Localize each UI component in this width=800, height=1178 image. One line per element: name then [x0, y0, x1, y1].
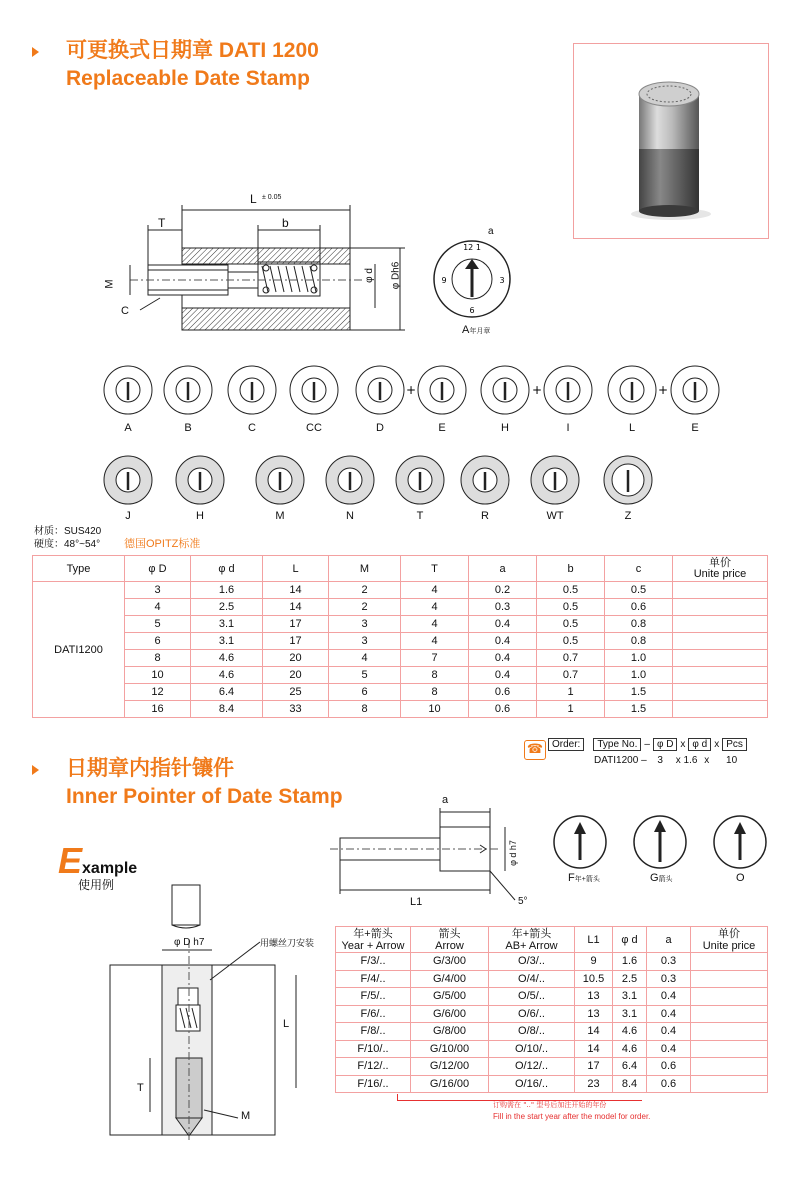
svg-text:9: 9 [441, 276, 447, 285]
svg-text:6: 6 [469, 306, 475, 315]
col-header: Type [33, 556, 125, 582]
table-cell: 3.1 [613, 1005, 647, 1023]
svg-text:12 1: 12 1 [463, 243, 481, 252]
price-cell [691, 1005, 768, 1023]
dial-label: R [481, 510, 489, 522]
dial-label: E [691, 422, 699, 434]
dial-label: E [438, 422, 446, 434]
table-cell: 0.8 [605, 616, 673, 633]
date-stamp-photo-icon [574, 44, 768, 238]
order-phone-icon: ☎ [524, 740, 546, 760]
order-ex-D: 3 [657, 755, 663, 766]
table-cell: 0.4 [647, 1040, 691, 1058]
table-cell: 12 [125, 684, 191, 701]
table-cell: 0.6 [647, 1075, 691, 1093]
table-cell: 1.6 [191, 582, 263, 599]
price-cell [691, 1075, 768, 1093]
table-cell: G/16/00 [411, 1075, 489, 1093]
price-cn: 单价 [709, 556, 731, 569]
table-cell: 20 [263, 667, 329, 684]
table-cell: 0.7 [537, 650, 605, 667]
col-header: φ d [191, 556, 263, 582]
dial-label: L [628, 422, 636, 434]
table-row [33, 633, 768, 650]
col-header [691, 927, 768, 953]
table-row [336, 1040, 768, 1058]
svg-text:3: 3 [499, 276, 505, 285]
section2-title-cn: 日期章内指针镶件 [66, 757, 234, 780]
table-cell: 5 [329, 667, 401, 684]
table-cell: 14 [263, 599, 329, 616]
col-header: φ D [125, 556, 191, 582]
table-cell: 3 [329, 633, 401, 650]
price-cell [673, 667, 768, 684]
price-cell [691, 1058, 768, 1076]
dial-label: CC [306, 422, 322, 434]
table-cell: 8 [401, 667, 469, 684]
order-ex-d: 1.6 [683, 755, 698, 766]
dial-label: J [125, 510, 131, 522]
table-cell: 3.1 [613, 988, 647, 1006]
dim2-angle: 5° [518, 896, 528, 907]
table-cell: F/4/.. [336, 970, 411, 988]
price-cell [691, 988, 768, 1006]
example-assembly-drawing [100, 880, 340, 1150]
dial-label: I [566, 422, 570, 434]
dial-label: H [501, 422, 509, 434]
col-header [411, 927, 489, 953]
dim-C: C [121, 305, 129, 317]
col-header-cn: 箭头 [438, 927, 461, 940]
table-cell: 0.2 [469, 582, 537, 599]
table-cell: 3.1 [191, 616, 263, 633]
table-cell: 5 [125, 616, 191, 633]
table-cell: 4 [125, 599, 191, 616]
table-cell: O/5/.. [489, 988, 575, 1006]
material-text: 材质：SUS420 [34, 526, 102, 537]
table-cell: 23 [575, 1075, 613, 1093]
dim2-d: φ d h7 [507, 840, 518, 866]
table-cell: 1.0 [605, 650, 673, 667]
example-dim-L: L [283, 1018, 290, 1030]
order-pcs: Pcs [722, 738, 747, 751]
order-x: x [675, 755, 681, 766]
table-cell: 0.4 [647, 988, 691, 1006]
table-cell: 1.0 [605, 667, 673, 684]
dim2-L1: L1 [410, 896, 423, 908]
table-row [336, 970, 768, 988]
table-cell: O/16/.. [489, 1075, 575, 1093]
table-cell: 6.4 [191, 684, 263, 701]
table-cell: O/4/.. [489, 970, 575, 988]
table-cell: 4 [401, 616, 469, 633]
table-cell: 1.5 [605, 701, 673, 718]
order-type-no: Type No. [593, 738, 641, 751]
table-cell: G/5/00 [411, 988, 489, 1006]
table-cell: O/12/.. [489, 1058, 575, 1076]
dial-row-2 [100, 452, 660, 512]
table-row [336, 1023, 768, 1041]
table-cell: 2 [329, 582, 401, 599]
col-header-cn: 单价 [718, 927, 740, 940]
table-row [33, 599, 768, 616]
table-cell: 1.5 [605, 684, 673, 701]
table-cell: 14 [263, 582, 329, 599]
pointer-faces [550, 812, 775, 872]
order-x: x [714, 739, 720, 750]
table-row [336, 1005, 768, 1023]
table-cell: 16 [125, 701, 191, 718]
face-A-label [462, 324, 490, 336]
price-cell [691, 1040, 768, 1058]
table-cell: 8.4 [613, 1075, 647, 1093]
face-G-letter: G [650, 872, 659, 884]
spec-table-2 [335, 926, 768, 1093]
col-header-en: Unite price [702, 939, 756, 952]
price-en: Unite price [693, 567, 747, 580]
face-O-label: O [736, 872, 745, 884]
table-row [33, 667, 768, 684]
table-cell: 0.4 [469, 616, 537, 633]
dim2-a: a [442, 794, 449, 806]
table-cell: O/6/.. [489, 1005, 575, 1023]
col-header: a [469, 556, 537, 582]
origin-standard: 德国OPITZ标准 [124, 538, 201, 550]
face-F-letter: F [568, 872, 575, 884]
table-cell: 0.7 [537, 667, 605, 684]
col-header: a [647, 927, 691, 953]
table-cell: 14 [575, 1040, 613, 1058]
col-header-en: Year + Arrow [341, 939, 405, 952]
col-header: L [263, 556, 329, 582]
order-dash: – [641, 755, 647, 766]
order-x: x [680, 739, 686, 750]
table-cell: 17 [263, 616, 329, 633]
table-cell: 4.6 [613, 1023, 647, 1041]
stamp-cross-section-drawing [100, 180, 430, 350]
order-example [594, 755, 737, 766]
table-cell: 2 [329, 599, 401, 616]
col-header-cn: 年+箭头 [511, 927, 552, 940]
table-cell: 10 [125, 667, 191, 684]
table-cell: 0.6 [469, 684, 537, 701]
table-cell: 10.5 [575, 970, 613, 988]
table-cell: 0.8 [605, 633, 673, 650]
table-cell: 3 [329, 616, 401, 633]
dial-label: M [275, 510, 285, 522]
col-header-cn: 年+箭头 [353, 927, 393, 940]
section1-title-en: Replaceable Date Stamp [66, 67, 310, 90]
table-cell: 3.1 [191, 633, 263, 650]
price-cell [673, 650, 768, 667]
table-cell: G/3/00 [411, 953, 489, 971]
table-row [33, 650, 768, 667]
dim-L-tolerance: ± 0.05 [262, 194, 282, 201]
face-A-letter: A [462, 324, 470, 336]
table-cell: O/10/.. [489, 1040, 575, 1058]
price-cell [673, 616, 768, 633]
table-cell: 8.4 [191, 701, 263, 718]
table-cell: 4 [401, 582, 469, 599]
table-cell: 0.3 [647, 953, 691, 971]
table-cell: 20 [263, 650, 329, 667]
product-photo [573, 43, 769, 239]
table-cell: 14 [575, 1023, 613, 1041]
col-header: T [401, 556, 469, 582]
dim-b: b [282, 216, 289, 230]
hardness-text: 硬度：48°~54° [34, 539, 101, 550]
section1-title-cn: 可更换式日期章 DATI 1200 [66, 39, 319, 62]
dim-small-d: φ d [363, 268, 375, 283]
col-header: M [329, 556, 401, 582]
table-cell: 0.4 [469, 633, 537, 650]
section-bullet-icon [32, 47, 39, 57]
table-cell: F/5/.. [336, 988, 411, 1006]
table-cell: 4.6 [191, 650, 263, 667]
table-cell: 0.5 [537, 582, 605, 599]
section2-title-en: Inner Pointer of Date Stamp [66, 785, 343, 808]
face-F-cn: 年+箭头 [574, 876, 600, 883]
order-format [548, 738, 747, 751]
col-header [489, 927, 575, 953]
table-cell: 4.6 [613, 1040, 647, 1058]
order-label: Order: [548, 738, 584, 751]
price-cell [691, 953, 768, 971]
col-header-en: AB+ Arrow [505, 939, 558, 952]
price-cell [673, 684, 768, 701]
table-cell: 0.3 [469, 599, 537, 616]
order-ex-pcs: 10 [726, 755, 738, 766]
table-cell: 0.5 [605, 582, 673, 599]
table-cell: 13 [575, 988, 613, 1006]
table-cell: F/8/.. [336, 1023, 411, 1041]
svg-text:+: + [531, 383, 543, 397]
table-cell: 4 [401, 633, 469, 650]
order-ex-type: DATI1200 [594, 755, 639, 766]
example-rest: xample [82, 860, 138, 877]
table-row [336, 988, 768, 1006]
table-cell: G/10/00 [411, 1040, 489, 1058]
order-d: φ d [688, 738, 711, 751]
example-E: E [58, 840, 83, 881]
table-cell: 6 [125, 633, 191, 650]
svg-text:+: + [405, 383, 417, 397]
table-cell: 9 [575, 953, 613, 971]
dial-row-2-icons [100, 452, 660, 512]
price-cell [691, 1023, 768, 1041]
col-header [336, 927, 411, 953]
table-cell: 2.5 [613, 970, 647, 988]
order-x: x [704, 755, 710, 766]
table-cell: 4.6 [191, 667, 263, 684]
table-cell: 8 [125, 650, 191, 667]
table-cell: 3 [125, 582, 191, 599]
order-dash: – [644, 739, 650, 750]
spec-table-1 [32, 555, 768, 718]
dial-label: WT [546, 510, 564, 522]
material-info [34, 525, 101, 551]
dial-label: T [416, 510, 424, 522]
example-cn: 使用例 [78, 878, 115, 892]
table-row [336, 1075, 768, 1093]
dim-M: M [103, 279, 116, 289]
dial-label: Z [624, 510, 632, 522]
order-note-cn: 订购需在 ".." 型号后加注开始的年份 [493, 1101, 607, 1109]
type-cell: DATI1200 [33, 582, 125, 718]
table-cell: 17 [263, 633, 329, 650]
price-cell [673, 599, 768, 616]
order-note-en: Fill in the start year after the model for order. [493, 1112, 651, 1121]
dial-label: A [124, 422, 132, 434]
table-cell: 13 [575, 1005, 613, 1023]
price-cell [691, 970, 768, 988]
table-cell: 10 [401, 701, 469, 718]
face-F-label [568, 872, 600, 884]
dial-label: H [196, 510, 204, 522]
table-cell: 0.5 [537, 599, 605, 616]
face-G-cn: 箭头 [658, 876, 673, 883]
col-header: c [605, 556, 673, 582]
example-note: 用螺丝刀安装 [260, 939, 315, 949]
table-cell: 0.5 [537, 633, 605, 650]
table-cell: 17 [575, 1058, 613, 1076]
table-row [33, 684, 768, 701]
table-cell: 7 [401, 650, 469, 667]
table-cell: 0.4 [469, 667, 537, 684]
table-cell: 2.5 [191, 599, 263, 616]
col-header-en: Arrow [435, 939, 464, 952]
table-cell: 8 [401, 684, 469, 701]
dial-label: N [346, 510, 354, 522]
order-D: φ D [653, 738, 677, 751]
table-row [33, 582, 768, 599]
example-dim-D: φ D h7 [174, 937, 205, 948]
table-cell: 4 [401, 599, 469, 616]
table-cell: 6 [329, 684, 401, 701]
table-cell: F/16/.. [336, 1075, 411, 1093]
section-bullet-icon [32, 765, 39, 775]
table-cell: 0.6 [605, 599, 673, 616]
dim-T: T [158, 216, 166, 230]
col-header: φ d [613, 927, 647, 953]
face-A-cn: 年月章 [469, 328, 491, 335]
table-cell: G/8/00 [411, 1023, 489, 1041]
price-header [673, 556, 768, 582]
table-cell: G/4/00 [411, 970, 489, 988]
dim-L: L [250, 192, 257, 206]
table-cell: 0.4 [469, 650, 537, 667]
price-cell [673, 633, 768, 650]
example-dim-T: T [137, 1082, 144, 1094]
table-cell: 8 [329, 701, 401, 718]
table-row [33, 616, 768, 633]
dial-label: B [184, 422, 192, 434]
price-cell [673, 701, 768, 718]
dial-label: D [376, 422, 384, 434]
table-cell: 0.4 [647, 1005, 691, 1023]
table-cell: O/3/.. [489, 953, 575, 971]
table-cell: G/6/00 [411, 1005, 489, 1023]
svg-text:+: + [657, 383, 669, 397]
dial-row-1-icons [100, 362, 720, 422]
table-cell: 0.6 [647, 1058, 691, 1076]
table-cell: 0.6 [469, 701, 537, 718]
table-cell: 1.6 [613, 953, 647, 971]
table-header-row [33, 556, 768, 582]
table-cell: F/3/.. [336, 953, 411, 971]
example-dim-M: M [241, 1110, 251, 1122]
table-cell: 25 [263, 684, 329, 701]
price-cell [673, 582, 768, 599]
table-header-row [336, 927, 768, 953]
table-cell: 33 [263, 701, 329, 718]
dial-label: C [248, 422, 256, 434]
face-G-label [650, 872, 673, 884]
date-dial-face-A-icon [430, 235, 515, 320]
table-cell: F/6/.. [336, 1005, 411, 1023]
table-row [33, 701, 768, 718]
table-cell: 1 [537, 701, 605, 718]
table-cell: 0.4 [647, 1023, 691, 1041]
table-row [336, 953, 768, 971]
table-cell: F/12/.. [336, 1058, 411, 1076]
col-header: b [537, 556, 605, 582]
table-row [336, 1058, 768, 1076]
table-cell: 0.5 [537, 616, 605, 633]
table-cell: 6.4 [613, 1058, 647, 1076]
table-cell: G/12/00 [411, 1058, 489, 1076]
dim-big-D: φ Dh6 [390, 261, 402, 290]
col-header: L1 [575, 927, 613, 953]
table-cell: 0.3 [647, 970, 691, 988]
table-cell: O/8/.. [489, 1023, 575, 1041]
table-cell: F/10/.. [336, 1040, 411, 1058]
table-cell: 1 [537, 684, 605, 701]
table-cell: 4 [329, 650, 401, 667]
dim-a: a [488, 226, 494, 237]
